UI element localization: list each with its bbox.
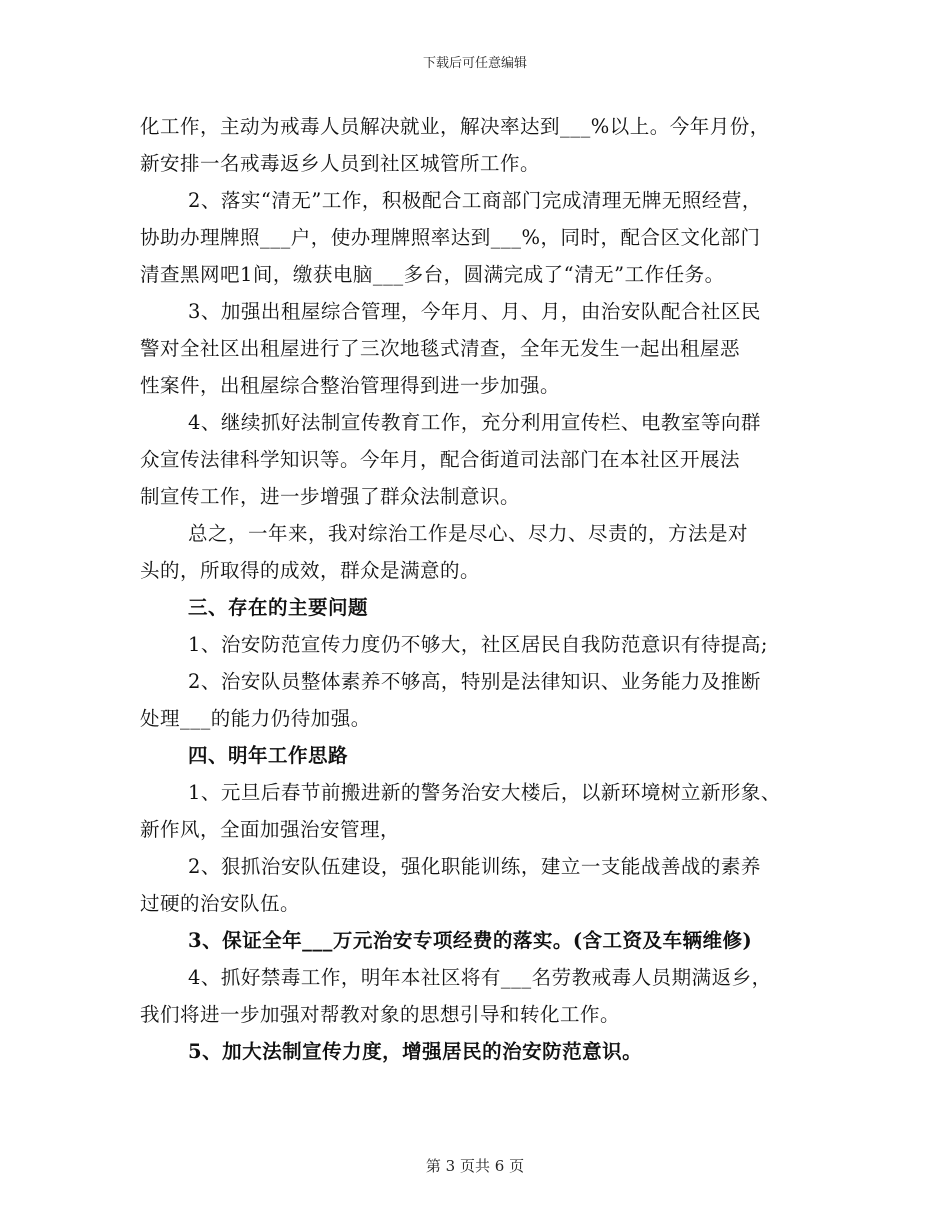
text-line: 头的，所取得的成效，群众是满意的。 xyxy=(140,559,481,582)
text-line: 清查黑网吧1间，缴获电脑___多台，圆满完成了“清无”工作任务。 xyxy=(140,263,725,286)
text-line: 3、加强出租屋综合管理，今年月、月、月，由治安队配合社区民 xyxy=(188,300,761,323)
text-line: 我们将进一步加强对帮教对象的思想引导和转化工作。 xyxy=(140,1003,621,1026)
text-line: 众宣传法律科学知识等。今年月，配合街道司法部门在本社区开展法 xyxy=(140,448,741,471)
text-line: 2、落实“清无”工作，积极配合工商部门完成清理无牌无照经营， xyxy=(188,189,762,212)
text-line: 2、狠抓治安队伍建设，强化职能训练，建立一支能战善战的素养 xyxy=(188,855,761,878)
section-heading: 三、存在的主要问题 xyxy=(188,596,369,619)
section-heading: 5、加大法制宣传力度，增强居民的治安防范意识。 xyxy=(188,1040,643,1063)
page-header: 下载后可任意编辑 xyxy=(422,56,527,71)
text-line: 新作风，全面加强治安管理， xyxy=(140,818,401,841)
page-footer: 第 3 页共 6 页 xyxy=(425,1157,525,1175)
text-line: 过硬的治安队伍。 xyxy=(140,892,301,915)
text-line: 性案件，出租屋综合整治管理得到进一步加强。 xyxy=(140,374,561,397)
text-line: 总之，一年来，我对综治工作是尽心、尽力、尽责的，方法是对 xyxy=(188,522,749,545)
text-line: 2、治安队员整体素养不够高，特别是法律知识、业务能力及推断 xyxy=(188,670,761,693)
text-line: 1、治安防范宣传力度仍不够大，社区居民自我防范意识有待提高; xyxy=(188,633,768,656)
text-line: 新安排一名戒毒返乡人员到社区城管所工作。 xyxy=(140,152,541,175)
text-line: 4、继续抓好法制宣传教育工作，充分利用宣传栏、电教室等向群 xyxy=(188,411,761,434)
text-line: 协助办理牌照___户，使办理牌照率达到___%，同时，配合区文化部门 xyxy=(140,226,761,249)
document-body xyxy=(140,108,820,1070)
text-line: 制宣传工作，进一步增强了群众法制意识。 xyxy=(140,485,521,508)
text-line: 1、元旦后春节前搬进新的警务治安大楼后，以新环境树立新形象、 xyxy=(188,781,781,804)
text-line: 处理___的能力仍待加强。 xyxy=(140,707,371,730)
text-line: 化工作，主动为戒毒人员解决就业，解决率达到___%以上。今年月份， xyxy=(140,115,770,138)
text-line: 4、抓好禁毒工作，明年本社区将有___名劳教戒毒人员期满返乡， xyxy=(188,966,772,989)
text-line: 警对全社区出租屋进行了三次地毯式清查，全年无发生一起出租屋恶 xyxy=(140,337,741,360)
section-heading: 3、保证全年___万元治安专项经费的落实。(含工资及车辆维修) xyxy=(188,929,753,952)
section-heading: 四、明年工作思路 xyxy=(188,744,349,767)
